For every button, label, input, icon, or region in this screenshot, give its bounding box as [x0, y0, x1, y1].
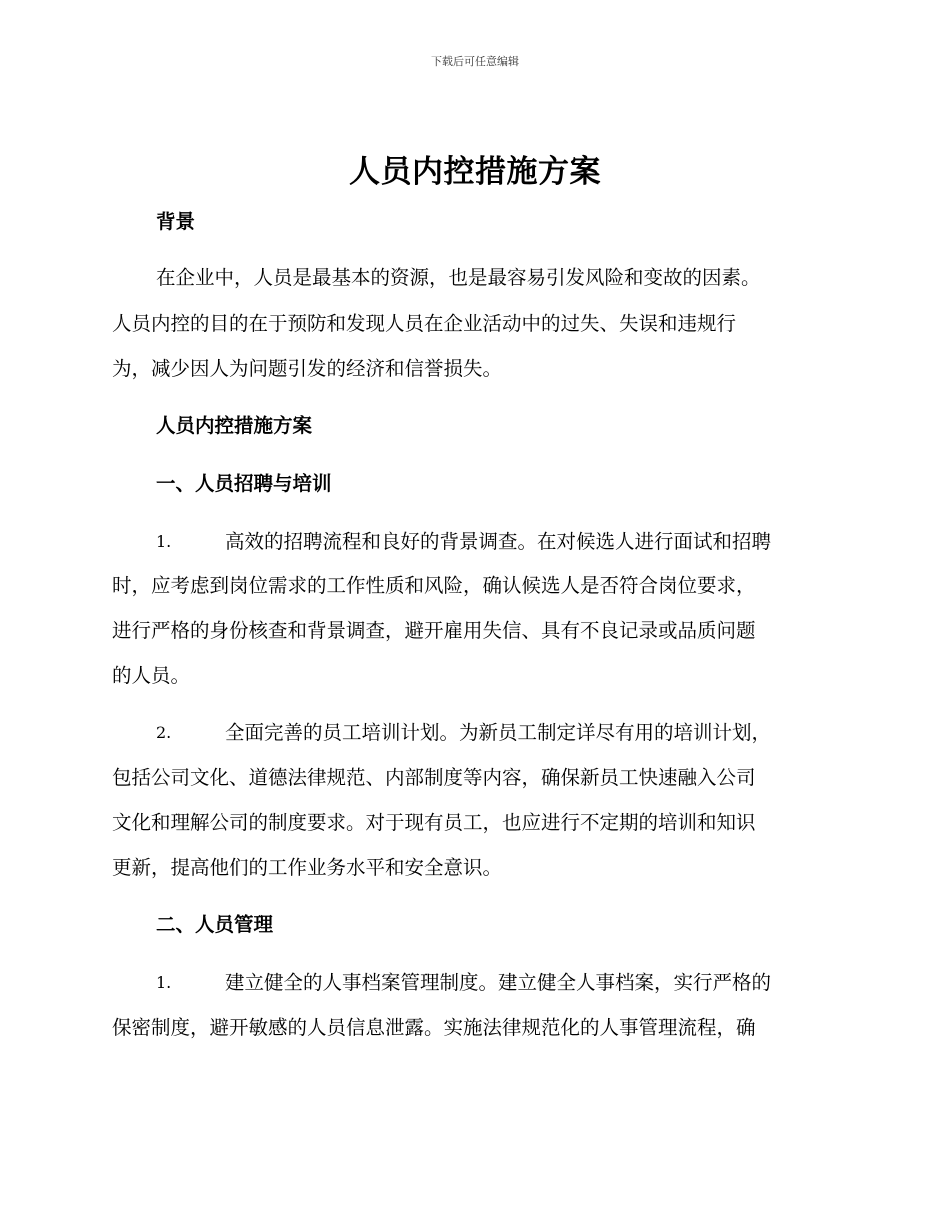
paragraph-line: 文化和理解公司的制度要求。对于现有员工，也应进行不定期的培训和知识 — [112, 811, 756, 834]
paragraph-line: 包括公司文化、道德法律规范、内部制度等内容，确保新员工快速融入公司 — [112, 766, 756, 789]
paragraph-line: 人员内控的目的在于预防和发现人员在企业活动中的过失、失误和违规行 — [112, 312, 737, 335]
paragraph-line: 保密制度，避开敏感的人员信息泄露。实施法律规范化的人事管理流程，确 — [112, 1016, 756, 1039]
paragraph-line: 在企业中，人员是最基本的资源，也是最容易引发风险和变故的因素。 — [156, 266, 761, 289]
paragraph-line: 的人员。 — [112, 664, 191, 687]
header-note: 下载后可任意编辑 — [431, 55, 519, 68]
list-item-number: 1. — [156, 532, 172, 551]
paragraph-line: 全面完善的员工培训计划。为新员工制定详尽有用的培训计划， — [225, 721, 772, 744]
plan-heading: 人员内控措施方案 — [156, 414, 313, 437]
paragraph-line: 建立健全的人事档案管理制度。建立健全人事档案，实行严格的 — [225, 971, 772, 994]
list-item-number: 1. — [156, 973, 172, 992]
paragraph-line: 为，减少因人为问题引发的经济和信誉损失。 — [112, 357, 503, 380]
section-heading-recruitment: 一、人员招聘与培训 — [156, 472, 332, 495]
paragraph-line: 高效的招聘流程和良好的背景调查。在对候选人进行面试和招聘 — [225, 530, 772, 553]
paragraph-line: 更新，提高他们的工作业务水平和安全意识。 — [112, 856, 503, 879]
background-heading: 背景 — [156, 210, 196, 233]
paragraph-line: 进行严格的身份核查和背景调查，避开雇用失信、具有不良记录或品质问题 — [112, 619, 756, 642]
paragraph-line: 时，应考虑到岗位需求的工作性质和风险，确认候选人是否符合岗位要求， — [112, 574, 756, 597]
section-heading-management: 二、人员管理 — [156, 913, 274, 936]
list-item-number: 2. — [156, 723, 172, 742]
document-title: 人员内控措施方案 — [349, 154, 601, 190]
